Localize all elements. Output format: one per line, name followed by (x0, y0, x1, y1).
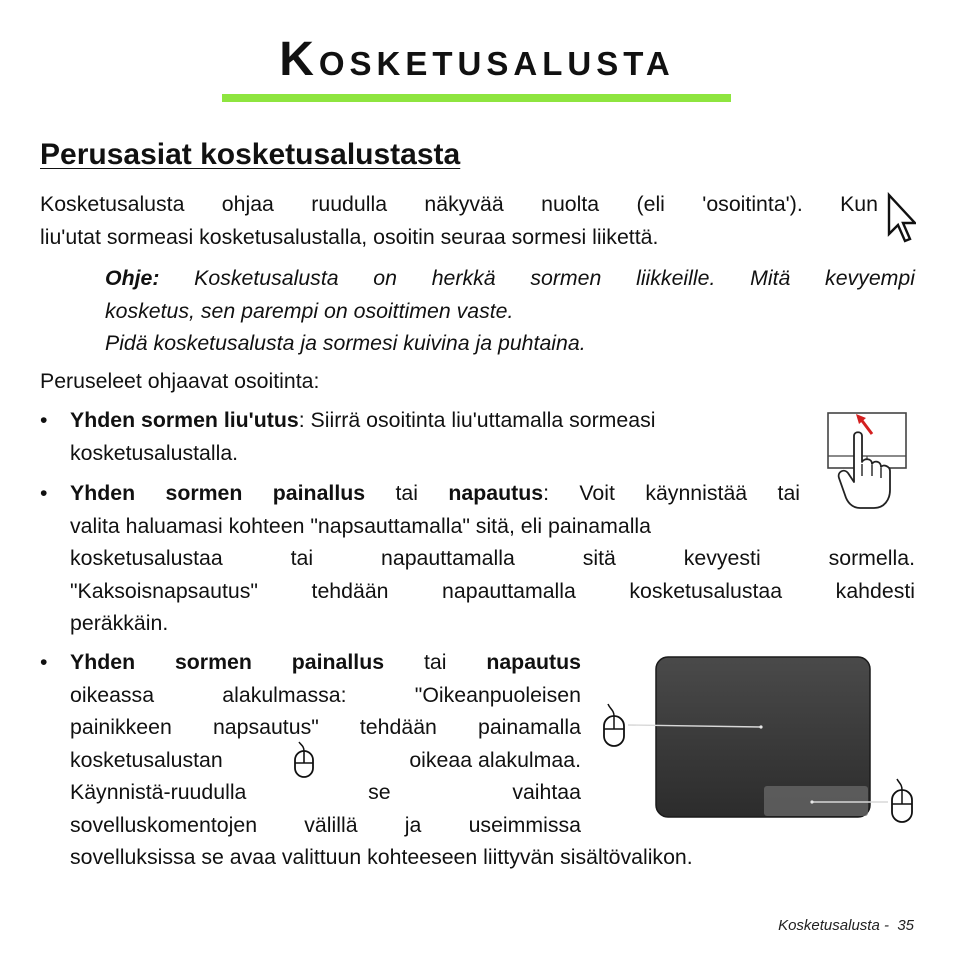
bullet-tap-title-2: napautus (448, 481, 544, 505)
bullet-marker: • (40, 650, 48, 674)
mouse-right-icon (892, 779, 912, 822)
bullet-tap-line-4: "Kaksoisnapsautus" tehdään napauttamalla kosketusalustaa kahdesti (70, 578, 915, 603)
bullet-rc-line-7: sovelluksissa se avaa valittuun kohteeseen liittyvän sisältövalikon. (70, 845, 693, 869)
bullet-rc-text-4a: kosketusalustan (70, 747, 223, 772)
bullet-swipe (70, 404, 800, 469)
note-text-1: Kosketusalusta on herkkä sormen liikkeille. Mitä kevyempi (194, 266, 915, 290)
bullet-swipe-title: Yhden sormen liu'utus (70, 408, 299, 432)
bullet-swipe-line-2: kosketusalustalla. (70, 440, 239, 465)
bullet-rc-line-3: painikkeen napsautus" tehdään painamalla (70, 715, 581, 739)
title-underline-bar (222, 94, 731, 102)
bullet-tap-line-2: valita haluamasi kohteen "napsauttamalla" sitä, eli painamalla (70, 513, 652, 538)
note-block (105, 262, 915, 360)
basics-intro: Peruseleet ohjaavat osoitinta: (40, 369, 320, 393)
bullet-rc-title: Yhden sormen painallus (70, 650, 385, 674)
bullet-rc-line-1 (70, 646, 581, 679)
bullet-marker: • (40, 408, 48, 432)
bullet-swipe-line-1 (70, 404, 800, 437)
bullet-tap-line-5: peräkkäin. (70, 611, 169, 635)
bullet-rc-line-2: oikeassa alakulmassa: "Oikeanpuoleisen (70, 682, 581, 707)
intro-line-2: liu'utat sormeasi kosketusalustalla, osoitin seuraa sormesi liikettä. (40, 224, 659, 249)
mouse-right-click-icon (293, 741, 315, 779)
bullet-rc-line-5: Käynnistä-ruudulla se vaihtaa (70, 780, 581, 804)
mouse-left-click-icon (604, 704, 624, 746)
bullet-rc-line-4 (70, 744, 581, 777)
bullet-rc-title-2: napautus (486, 650, 581, 674)
bullet-tap-line-1 (70, 477, 800, 510)
bullet-tap-or: tai (395, 481, 419, 505)
chapter-title-text: KOSKETUSALUSTA (279, 33, 675, 86)
note-label: Ohje: (105, 266, 160, 290)
bullet-marker: • (40, 481, 48, 505)
bullet-right-click (70, 646, 693, 874)
bullet-tap-title: Yhden sormen painallus (70, 481, 366, 505)
bullet-swipe-text: : Siirrä osoitinta liu'uttamalla sormeasi (298, 408, 656, 432)
page-footer (778, 917, 914, 934)
bullet-rc-text-4b: oikeaa alakulmaa. (409, 747, 581, 772)
note-line-3: Pidä kosketusalusta ja sormesi kuivina ja puhtaina. (105, 331, 586, 355)
bullet-tap-text-1: : Voit käynnistää tai (543, 481, 801, 505)
footer-section: Kosketusalusta - (778, 917, 889, 934)
bullet-tap (70, 477, 915, 640)
pointer-arrow-icon (886, 192, 916, 244)
bullet-rc-or: tai (423, 650, 447, 674)
intro-line-1: Kosketusalusta ohjaa ruudulla näkyvää nuolta (eli 'osoitinta'). Kun (40, 192, 878, 216)
page-number: 35 (897, 917, 914, 934)
chapter-title (0, 30, 954, 94)
touchpad-illustration (598, 652, 924, 830)
bullet-rc-line-6: sovelluskomentojen välillä ja useimmissa (70, 812, 581, 837)
intro-paragraph (40, 188, 878, 253)
note-line-2: kosketus, sen parempi on osoittimen vaste. (105, 298, 514, 323)
section-heading: Perusasiat kosketusalustasta (40, 138, 461, 171)
bullet-tap-line-3: kosketusalustaa tai napauttamalla sitä kevyesti sormella. (70, 546, 915, 570)
note-line-1 (105, 262, 915, 295)
